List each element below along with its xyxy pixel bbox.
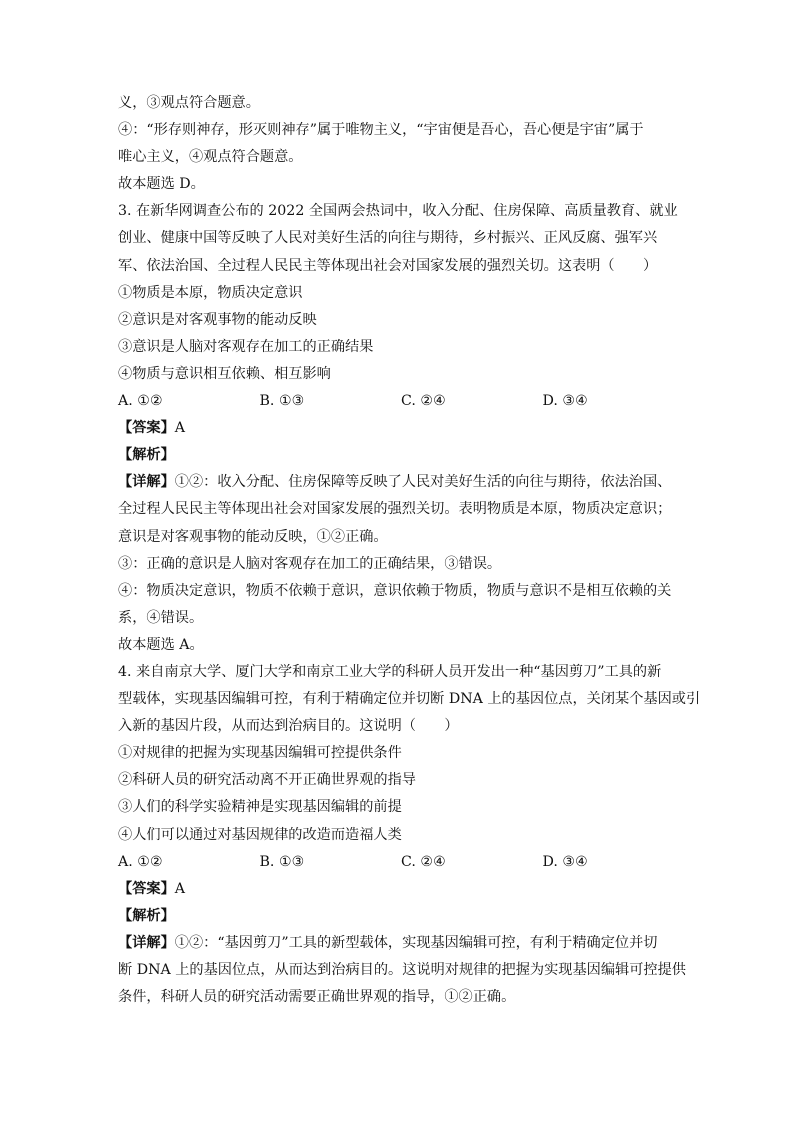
question-4-statement: ①对规律的把握为实现基因编辑可控提供条件 [118, 745, 402, 762]
question-3-stem: 创业、健康中国等反映了人民对美好生活的向往与期待，乡村振兴、正风反腐、强军兴 [118, 230, 658, 247]
option-d: D. ③④ [542, 393, 588, 410]
option-b: B. ①③ [259, 853, 305, 870]
detail-text: ①②：收入分配、住房保障等反映了人民对美好生活的向往与期待，依法治国、 [174, 474, 672, 491]
answer-value: A [174, 420, 186, 437]
text-line: 全过程人民民主等体现出社会对国家发展的强烈关切。表明物质是本原，物质决定意识； [118, 501, 672, 518]
text-line: 系，④错误。 [118, 609, 204, 626]
answer-tag: 【答案】 [118, 420, 175, 437]
question-4-statement: ④人们可以通过对基因规律的改造而造福人类 [118, 826, 402, 843]
question-4-detail [118, 930, 684, 957]
analysis-tag: 【解析】 [118, 447, 175, 464]
option-b: B. ①③ [259, 393, 305, 410]
text-line: 条件，科研人员的研究活动需要正确世界观的指导，①②正确。 [118, 989, 516, 1006]
question-4-answer [118, 876, 684, 903]
detail-tag: 【详解】 [118, 474, 175, 491]
question-3-statement: ④物质与意识相互依赖、相互影响 [118, 365, 331, 382]
question-3-statement: ②意识是对客观事物的能动反映 [118, 311, 317, 328]
option-c: C. ②④ [401, 393, 446, 410]
answer-value: A [174, 880, 186, 897]
question-3-options [118, 388, 684, 415]
answer-tag: 【答案】 [118, 880, 175, 897]
option-a: A. ①② [118, 393, 163, 410]
text-line: 意识是对客观事物的能动反映，①②正确。 [118, 528, 388, 545]
detail-tag: 【详解】 [118, 934, 175, 951]
question-4-options [118, 849, 684, 876]
question-4-statement: ②科研人员的研究活动离不开正确世界观的指导 [118, 772, 416, 789]
analysis-tag: 【解析】 [118, 907, 175, 924]
text-line: 故本题选 A。 [118, 636, 204, 653]
question-3-stem: 军、依法治国、全过程人民民主等体现出社会对国家发展的强烈关切。这表明（ ） [118, 257, 658, 274]
option-a: A. ①② [118, 853, 163, 870]
text-line: 断 DNA 上的基因位点，从而达到治病目的。这说明对规律的把握为实现基因编辑可控提供 [118, 962, 686, 978]
question-3-stem: 3. 在新华网调查公布的 2022 全国两会热词中，收入分配、住房保障、高质量教育、就业 [118, 203, 678, 220]
detail-text: ①②：“基因剪刀”工具的新型载体，实现基因编辑可控，有利于精确定位并切 [174, 934, 658, 951]
option-d: D. ③④ [542, 853, 588, 870]
text-line: 唯心主义，④观点符合题意。 [118, 149, 303, 166]
question-4-stem: 型载体，实现基因编辑可控，有利于精确定位并切断 DNA 上的基因位点，关闭某个基因或引 [118, 691, 701, 708]
text-line: 故本题选 D。 [118, 176, 205, 193]
question-3-statement: ③意识是人脑对客观存在加工的正确结果 [118, 338, 374, 355]
text-line: ④：“形存则神存，形灭则神存”属于唯物主义，“宇宙便是吾心，吾心便是宇宙”属于 [118, 122, 644, 139]
question-4-statement: ③人们的科学实验精神是实现基因编辑的前提 [118, 799, 402, 816]
text-line: ③：正确的意识是人脑对客观存在加工的正确结果，③错误。 [118, 555, 502, 572]
question-3-statement: ①物质是本原，物质决定意识 [118, 284, 303, 301]
question-4-stem: 入新的基因片段，从而达到治病目的。这说明（ ） [118, 718, 459, 735]
question-4-stem: 4. 来自南京大学、厦门大学和南京工业大学的科研人员开发出一种“基因剪刀”工具的新 [118, 663, 662, 680]
text-line: 义，③观点符合题意。 [118, 95, 260, 111]
option-c: C. ②④ [401, 853, 446, 870]
text-line: ④：物质决定意识，物质不依赖于意识，意识依赖于物质，物质与意识不是相互依赖的关 [118, 582, 672, 599]
question-3-detail [118, 469, 684, 496]
question-3-answer [118, 415, 684, 442]
